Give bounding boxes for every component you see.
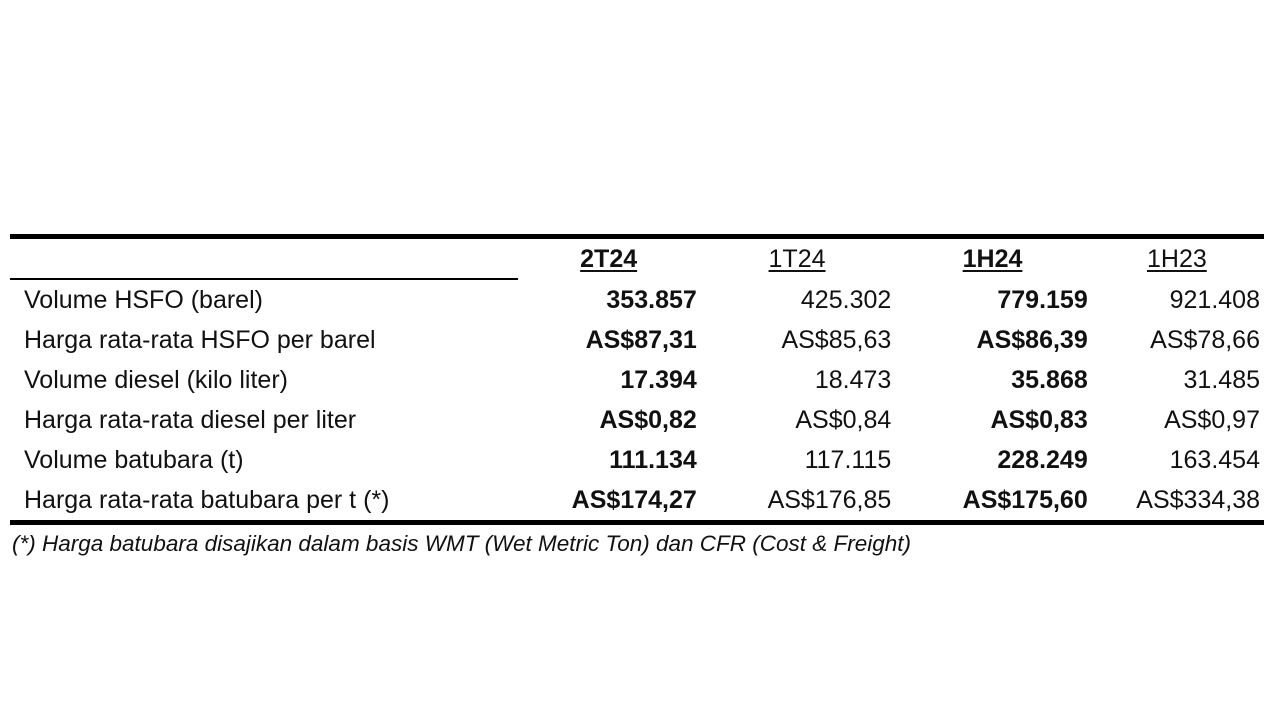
cell-1h24: 779.159 bbox=[997, 285, 1088, 314]
cell-1t24: AS$0,84 bbox=[795, 406, 892, 434]
cell-1h23: 921.408 bbox=[1169, 285, 1260, 314]
data-table bbox=[10, 239, 1264, 520]
row-label: Harga rata-rata HSFO per barel bbox=[24, 326, 376, 354]
cell-1t24: AS$176,85 bbox=[767, 486, 892, 514]
table-row bbox=[10, 360, 1264, 400]
cell-2t24: 111.134 bbox=[609, 446, 697, 474]
row-label: Volume batubara (t) bbox=[24, 446, 244, 474]
row-label: Volume HSFO (barel) bbox=[24, 286, 263, 314]
cell-1h24: 228.249 bbox=[997, 446, 1088, 474]
table-row bbox=[10, 320, 1264, 360]
header-1h23: 1H23 bbox=[1146, 245, 1207, 273]
cell-1h24: AS$0,83 bbox=[990, 406, 1088, 434]
header-row bbox=[10, 239, 1264, 279]
header-1h24: 1H24 bbox=[962, 245, 1023, 273]
cell-1t24: 425.302 bbox=[800, 285, 892, 314]
row-label: Harga rata-rata diesel per liter bbox=[24, 406, 357, 434]
table-row bbox=[10, 440, 1264, 480]
cell-2t24: 353.857 bbox=[606, 285, 697, 314]
cell-1h24: AS$175,60 bbox=[962, 486, 1088, 514]
cell-1h24: AS$86,39 bbox=[976, 326, 1088, 354]
footnote: (*) Harga batubara disajikan dalam basis WMT (Wet Metric Ton) dan CFR (Cost & Freight) bbox=[12, 531, 912, 556]
cell-1t24: 18.473 bbox=[814, 366, 892, 394]
table-bottom-rule bbox=[10, 520, 1264, 525]
cell-1t24: 117.115 bbox=[804, 446, 892, 474]
header-label-cell bbox=[10, 239, 518, 279]
row-label: Volume diesel (kilo liter) bbox=[24, 366, 288, 394]
table-row bbox=[10, 279, 1264, 320]
cell-1h23: AS$0,97 bbox=[1164, 406, 1260, 434]
cell-2t24: AS$0,82 bbox=[599, 406, 697, 434]
cell-2t24: 17.394 bbox=[620, 366, 697, 394]
table-row bbox=[10, 400, 1264, 440]
cell-1h23: 163.454 bbox=[1169, 446, 1260, 474]
cell-1h23: AS$334,38 bbox=[1136, 486, 1260, 514]
table-row bbox=[10, 480, 1264, 520]
header-1t24: 1T24 bbox=[768, 245, 826, 273]
header-2t24: 2T24 bbox=[580, 245, 638, 273]
price-volume-table bbox=[10, 234, 1264, 557]
cell-2t24: AS$174,27 bbox=[571, 486, 697, 514]
cell-1h23: 31.485 bbox=[1183, 366, 1260, 394]
row-label: Harga rata-rata batubara per t (*) bbox=[24, 486, 390, 514]
cell-2t24: AS$87,31 bbox=[585, 326, 697, 354]
cell-1t24: AS$85,63 bbox=[781, 326, 892, 354]
cell-1h24: 35.868 bbox=[1011, 366, 1088, 394]
cell-1h23: AS$78,66 bbox=[1150, 326, 1260, 354]
